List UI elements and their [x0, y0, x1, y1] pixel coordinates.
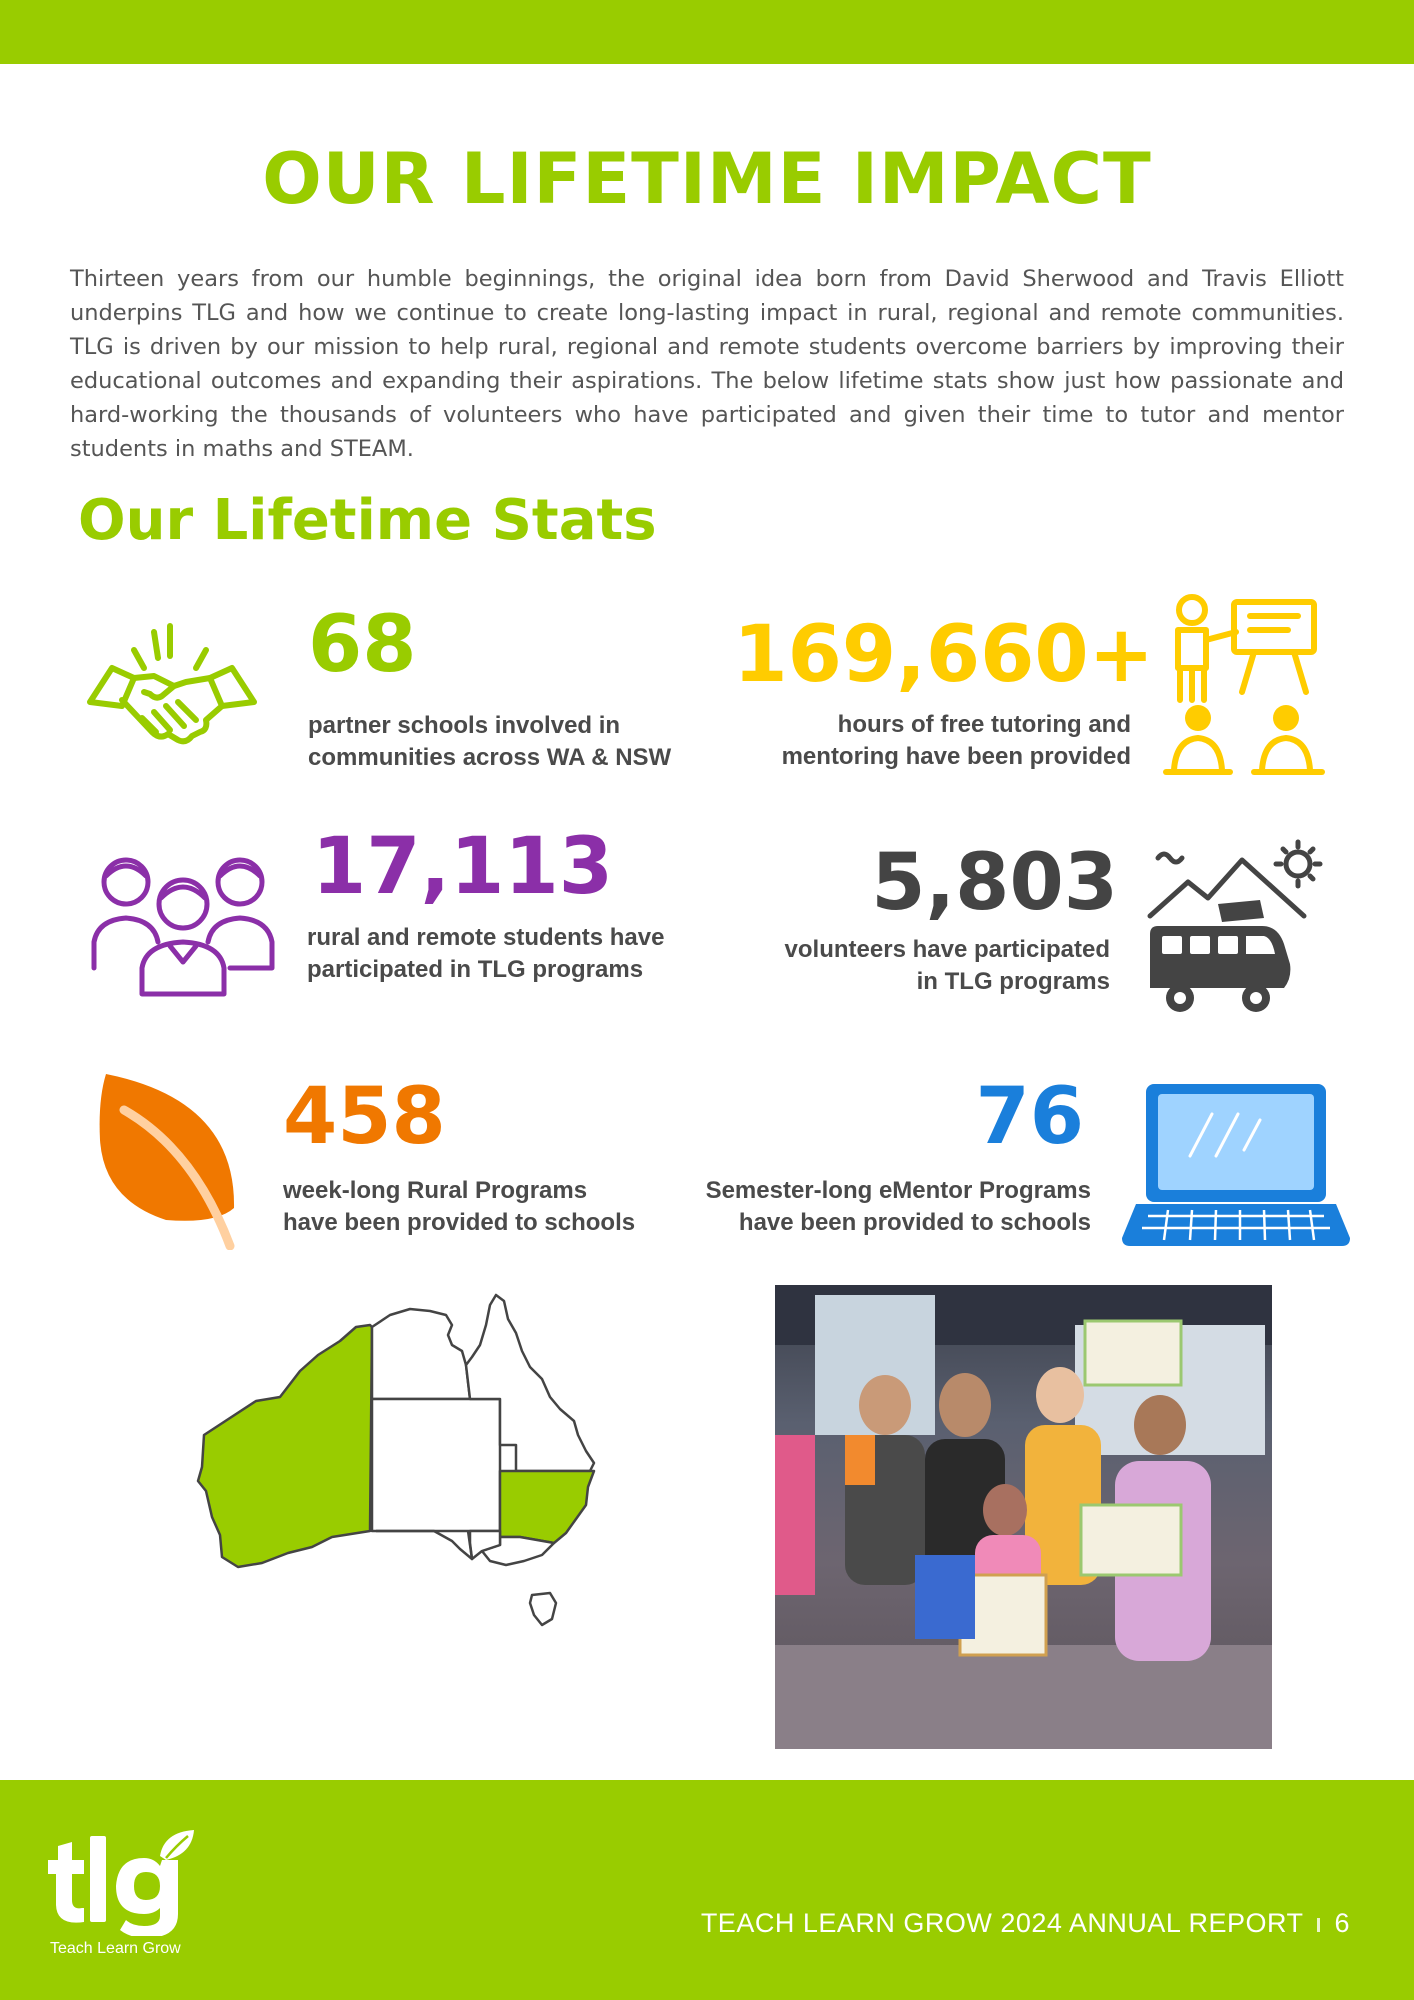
ementor-stat-description [706, 1175, 1091, 1239]
footer-banner [0, 1780, 1414, 2000]
ementor-stat-value: 76 [975, 1072, 1084, 1162]
footer-separator [1317, 1918, 1320, 1932]
volunteers-stat-line-1: volunteers have participated [784, 936, 1110, 963]
handshake-icon [82, 620, 262, 770]
australia-map-icon [190, 1285, 650, 1695]
hours-stat-line-1: hours of free tutoring and [837, 711, 1131, 738]
ementor-stat-line-1: Semester-long eMentor Programs [705, 1177, 1091, 1204]
student-group-icon [90, 850, 276, 998]
logo-tagline: Teach Learn Grow [50, 1940, 181, 1957]
rural-programs-stat-line-2: have been provided to schools [283, 1209, 636, 1236]
tlg-logo [48, 1826, 198, 1936]
top-banner [0, 0, 1414, 64]
ementor-stat-line-2: have been provided to schools [738, 1209, 1091, 1236]
hours-stat-line-2: mentoring have been provided [781, 743, 1131, 770]
students-stat-value: 17,113 [312, 822, 613, 912]
hours-stat-description [782, 709, 1131, 773]
teacher-presentation-icon [1162, 592, 1326, 778]
footer-report-title [701, 1908, 1350, 1939]
photo-illustration [775, 1285, 1272, 1749]
students-certificates-photo [775, 1285, 1272, 1749]
volunteers-stat-line-2: in TLG programs [916, 968, 1110, 995]
schools-stat-value: 68 [308, 600, 417, 690]
schools-stat-line-2: communities across WA & NSW [308, 744, 672, 771]
bus-mountain-icon [1144, 838, 1324, 1018]
rural-programs-stat-line-1: week-long Rural Programs [283, 1177, 588, 1204]
rural-programs-stat-description [283, 1175, 635, 1239]
page-number: 6 [1334, 1908, 1350, 1938]
laptop-icon [1120, 1080, 1352, 1250]
report-title: TEACH LEARN GROW 2024 ANNUAL REPORT [700, 1908, 1304, 1938]
students-stat-line-1: rural and remote students have [307, 924, 665, 951]
stats-section-title: Our Lifetime Stats [78, 488, 657, 553]
students-stat-description [307, 922, 664, 986]
students-stat-line-2: participated in TLG programs [307, 956, 644, 983]
leaf-icon [96, 1070, 246, 1250]
page-title: OUR LIFETIME IMPACT [262, 138, 1152, 220]
volunteers-stat-description [785, 934, 1110, 998]
schools-stat-description [308, 710, 671, 774]
volunteers-stat-value: 5,803 [871, 838, 1118, 928]
schools-stat-line-1: partner schools involved in [308, 712, 621, 739]
intro-paragraph: Thirteen years from our humble beginnings, the original idea born from David Sherwood and Travis Elliott underpins TLG and how we continue to create long-lasting impact in rural, regional and remote communities. TLG is driven by our mission to help rural, regional and remote students overcome barriers by improving their educational outcomes and expanding their aspirations. The below lifetime stats show just how passionate and hard-working the thousands of volunteers who have participated and given their time to tutor and mentor students in maths and STEAM. [70, 266, 1344, 462]
hours-stat-value: 169,660+ [733, 610, 1154, 700]
rural-programs-stat-value: 458 [283, 1072, 446, 1162]
